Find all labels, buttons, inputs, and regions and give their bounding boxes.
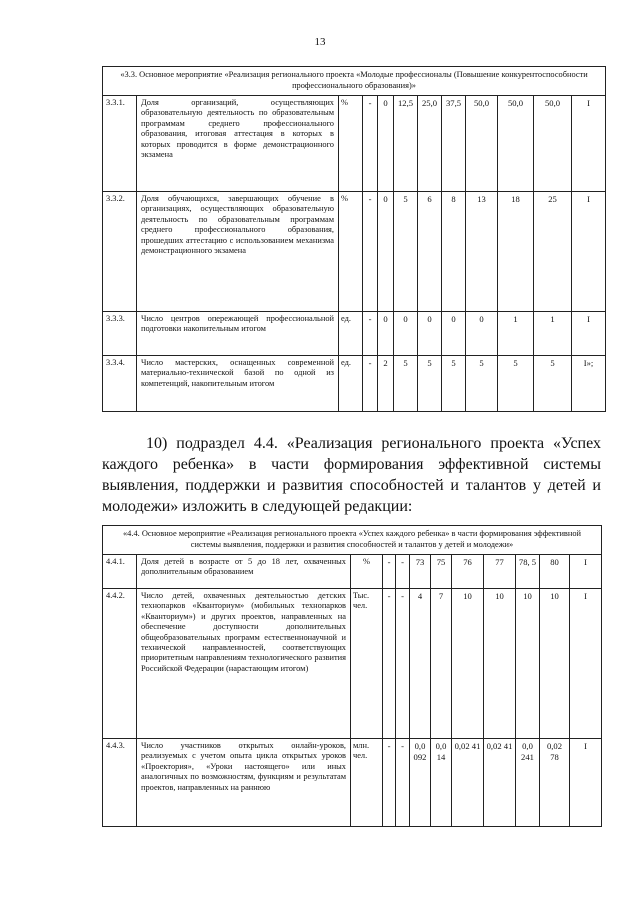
value-cell: 5 xyxy=(498,355,534,411)
row-code: 3.3.1. xyxy=(103,95,137,191)
value-cell: 0,02 78 xyxy=(540,738,570,826)
value-cell: - xyxy=(396,588,410,738)
value-cell: 0 xyxy=(442,311,466,355)
row-unit: % xyxy=(339,191,363,311)
value-cell: I xyxy=(572,191,606,311)
value-cell: I xyxy=(570,738,602,826)
value-cell: - xyxy=(363,355,378,411)
row-unit: Тыс. чел. xyxy=(351,588,383,738)
value-cell: 0 xyxy=(466,311,498,355)
row-code: 3.3.4. xyxy=(103,355,137,411)
value-cell: - xyxy=(383,554,396,588)
value-cell: - xyxy=(383,738,396,826)
amendment-paragraph xyxy=(102,433,601,517)
value-cell: 6 xyxy=(418,191,442,311)
value-cell: 78, 5 xyxy=(516,554,540,588)
table-row xyxy=(103,355,606,411)
table-row xyxy=(103,95,606,191)
value-cell: 10 xyxy=(516,588,540,738)
value-cell: 0 xyxy=(378,311,394,355)
value-cell: 37,5 xyxy=(442,95,466,191)
value-cell: 25 xyxy=(534,191,572,311)
value-cell: 5 xyxy=(534,355,572,411)
table-header: «4.4. Основное мероприятие «Реализация регионального проекта «Успех каждого ребенка» в части формирования эффективной системы выявления, поддержки и развития способностей и талантов у детей и молодежи» xyxy=(103,526,602,555)
value-cell: 50,0 xyxy=(534,95,572,191)
value-cell: - xyxy=(363,311,378,355)
value-cell: - xyxy=(396,554,410,588)
table-header: «3.3. Основное мероприятие «Реализация регионального проекта «Молодые профессионалы (Повышение конкурентоспособности профессионального образования)» xyxy=(103,67,606,96)
row-code: 3.3.3. xyxy=(103,311,137,355)
value-cell: 50,0 xyxy=(498,95,534,191)
row-code: 4.4.1. xyxy=(103,554,137,588)
table-row xyxy=(103,588,602,738)
row-code: 4.4.2. xyxy=(103,588,137,738)
value-cell: I»; xyxy=(572,355,606,411)
table-row xyxy=(103,738,602,826)
row-description: Доля обучающихся, завершающих обучение в организациях, осуществляющих образовательную деятельность по образовательным программам среднего профессионального образования, прошедших аттестацию с использованием механизма демонстрационного экзамена xyxy=(137,191,339,311)
value-cell: 0,0 14 xyxy=(431,738,452,826)
value-cell: 77 xyxy=(484,554,516,588)
value-cell: - xyxy=(363,191,378,311)
row-unit: ед. xyxy=(339,311,363,355)
value-cell: 1 xyxy=(498,311,534,355)
value-cell: 10 xyxy=(484,588,516,738)
value-cell: - xyxy=(396,738,410,826)
value-cell: 8 xyxy=(442,191,466,311)
row-description: Число центров опережающей профессиональной подготовки накопительным итогом xyxy=(137,311,339,355)
value-cell: I xyxy=(572,95,606,191)
value-cell: 4 xyxy=(410,588,431,738)
value-cell: 5 xyxy=(466,355,498,411)
value-cell: 0,02 41 xyxy=(484,738,516,826)
indicator-table-3-3 xyxy=(102,66,606,412)
row-description: Доля организаций, осуществляющих образовательную деятельность по образовательным программам среднего профессионального образования, итоговая аттестация в которых в которых проводится в форме демонстрационного экзамена xyxy=(137,95,339,191)
value-cell: 13 xyxy=(466,191,498,311)
paragraph-text: 10) подраздел 4.4. «Реализация регионального проекта «Успех каждого ребенка» в части формирования эффективной системы выявления, поддержки и развития способностей и талантов у детей и молодежи» изложить в следующей редакции: xyxy=(102,435,601,515)
row-description: Число мастерских, оснащенных современной материально-технической базой по одной из компетенций, накопительным итогом xyxy=(137,355,339,411)
page-number: 13 xyxy=(314,36,326,48)
indicator-table-4-4 xyxy=(102,525,602,827)
value-cell: 12,5 xyxy=(394,95,418,191)
value-cell: 10 xyxy=(452,588,484,738)
row-description: Число участников открытых онлайн-уроков, реализуемых с учетом опыта цикла открытых уроков «Проектория», «Уроки настоящего» или иных аналогичных по возможностям, функциям и результатам проектов, направленных на раннюю xyxy=(137,738,351,826)
row-code: 3.3.2. xyxy=(103,191,137,311)
value-cell: 0 xyxy=(378,95,394,191)
value-cell: 50,0 xyxy=(466,95,498,191)
value-cell: 2 xyxy=(378,355,394,411)
value-cell: 5 xyxy=(442,355,466,411)
value-cell: 7 xyxy=(431,588,452,738)
value-cell: - xyxy=(383,588,396,738)
value-cell: 5 xyxy=(394,355,418,411)
value-cell: I xyxy=(570,588,602,738)
table-row xyxy=(103,191,606,311)
table-row xyxy=(103,554,602,588)
row-unit: ед. xyxy=(339,355,363,411)
value-cell: 0,0 241 xyxy=(516,738,540,826)
value-cell: 80 xyxy=(540,554,570,588)
value-cell: 0 xyxy=(394,311,418,355)
value-cell: 10 xyxy=(540,588,570,738)
value-cell: 1 xyxy=(534,311,572,355)
row-description: Число детей, охваченных деятельностью детских технопарков «Кванториум» (мобильных технопарков «Кванториум») и других проектов, направленных на обеспечение доступности дополнительных общеобразовательных программ естественнонаучной и технической направленностей, соответствующих приоритетным направлениям технологического развития Российской Федерации (нарастающим итогом) xyxy=(137,588,351,738)
value-cell: 0,0 092 xyxy=(410,738,431,826)
value-cell: 5 xyxy=(418,355,442,411)
value-cell: I xyxy=(570,554,602,588)
value-cell: 73 xyxy=(410,554,431,588)
table-row xyxy=(103,311,606,355)
value-cell: 18 xyxy=(498,191,534,311)
value-cell: 0,02 41 xyxy=(452,738,484,826)
row-description: Доля детей в возрасте от 5 до 18 лет, охваченных дополнительным образованием xyxy=(137,554,351,588)
row-unit: млн. чел. xyxy=(351,738,383,826)
row-unit: % xyxy=(351,554,383,588)
value-cell: 76 xyxy=(452,554,484,588)
value-cell: - xyxy=(363,95,378,191)
value-cell: 0 xyxy=(378,191,394,311)
value-cell: 75 xyxy=(431,554,452,588)
row-code: 4.4.3. xyxy=(103,738,137,826)
row-unit: % xyxy=(339,95,363,191)
value-cell: 0 xyxy=(418,311,442,355)
value-cell: 5 xyxy=(394,191,418,311)
value-cell: 25,0 xyxy=(418,95,442,191)
value-cell: I xyxy=(572,311,606,355)
